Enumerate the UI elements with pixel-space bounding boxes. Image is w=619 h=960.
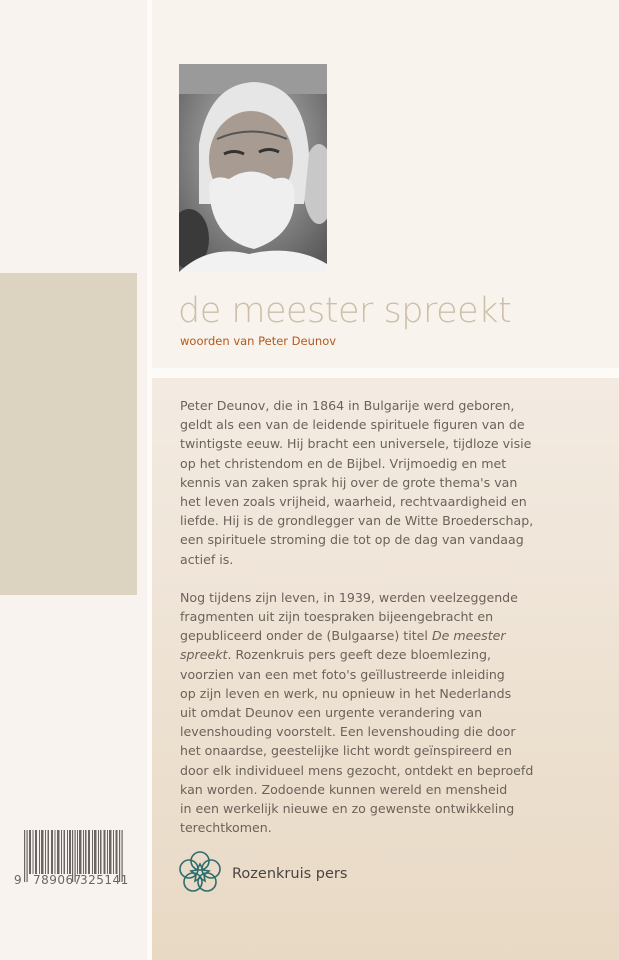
rose-logo-icon (178, 850, 222, 898)
blurb-line: in een werkelijk nieuwe en zo gewenste ontwikkeling (180, 801, 515, 817)
blurb (180, 396, 600, 856)
blurb-line: op zijn leven en werk, nu opnieuw in het Nederlands (180, 685, 512, 701)
blurb-line: twintigste eeuw. Hij bracht een universele, tijdloze visie (180, 436, 532, 452)
panel-divider (152, 368, 619, 378)
blurb-line: uit omdat Deunov een urgente verandering van (180, 705, 483, 721)
blurb-text: gepubliceerd onder de (Bulgaarse) titel (180, 628, 432, 644)
blurb-line (180, 645, 600, 664)
italic-title: spreekt (180, 647, 228, 663)
spine-color-block (0, 273, 137, 595)
blurb-line: Peter Deunov, die in 1864 in Bulgarije werd geboren, (180, 398, 515, 413)
publisher-block (178, 850, 347, 898)
blurb-line: op het christendom en de Bijbel. Vrijmoedig en met (180, 455, 507, 471)
isbn-group-1: 789067 (33, 873, 82, 887)
isbn-group-2: 325141 (80, 873, 129, 887)
blurb-line: liefde. Hij is de grondlegger van de Witte Broederschap, (180, 513, 534, 529)
blurb-line: voorzien van een met foto's geïllustreerde inleiding (180, 666, 505, 682)
blurb-paragraph-2 (180, 588, 600, 838)
blurb-line: actief is. (180, 551, 234, 567)
book-title: de meester spreekt (178, 291, 512, 331)
blurb-line: door elk individueel mens gezocht, ontdekt en beproefd (180, 762, 534, 778)
author-portrait (179, 64, 327, 272)
blurb-line: fragmenten uit zijn toespraken bijeengebracht en (180, 609, 494, 625)
blurb-line: kennis van zaken sprak hij over de grote thema's van (180, 474, 518, 490)
blurb-line: Nog tijdens zijn leven, in 1939, werden veelzeggende (180, 589, 518, 605)
blurb-line: levenshouding voorstelt. Een levenshouding die door (180, 724, 516, 740)
blurb-line: het leven zoals vrijheid, waarheid, rechtvaardigheid en (180, 494, 527, 510)
blurb-line: geldt als een van de leidende spirituele figuren van de (180, 417, 525, 433)
blurb-text: . Rozenkruis pers geeft deze bloemlezing, (227, 647, 492, 663)
book-subtitle: woorden van Peter Deunov (180, 334, 337, 348)
publisher-name: Rozenkruis pers (232, 866, 348, 882)
isbn-barcode (14, 830, 136, 888)
blurb-line: een spirituele stroming die tot op de dag van vandaag (180, 532, 524, 548)
blurb-line: kan worden. Zodoende kunnen wereld en mensheid (180, 781, 508, 797)
italic-title: De meester (431, 628, 506, 644)
isbn-first-digit: 9 (14, 873, 22, 887)
blurb-paragraph-1 (180, 396, 600, 569)
blurb-line (180, 626, 600, 645)
blurb-line: het onaardse, geestelijke licht wordt geïnspireerd en (180, 743, 512, 759)
blurb-line: terechtkomen. (180, 820, 272, 836)
